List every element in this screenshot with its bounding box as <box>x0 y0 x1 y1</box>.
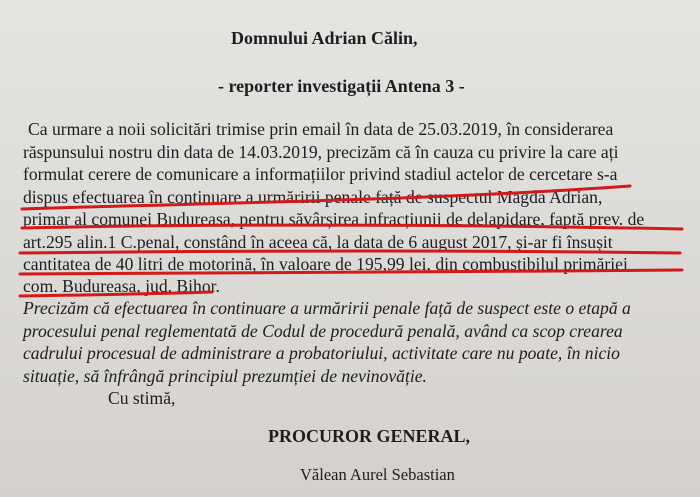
body-line: formulat cerere de comunicare a informațiilor privind stadiul actelor de cercetare s-a <box>23 164 618 184</box>
body-line: răspunsului nostru din data de 14.03.2019, precizăm că în cauza cu privire la care ați <box>23 142 619 162</box>
signatory-title: PROCUROR GENERAL, <box>268 426 471 446</box>
closing-salutation: Cu stimă, <box>108 388 176 408</box>
italic-line: situație, să înfrângă principiul prezumției de nevinovăție. <box>23 366 427 386</box>
body-line: Ca urmare a noii solicitări trimise prin email în data de 25.03.2019, în considerarea <box>28 119 614 139</box>
signatory-name: Vălean Aurel Sebastian <box>300 465 455 484</box>
italic-line: Precizăm că efectuarea în continuare a urmăririi penale față de suspect este o etapă a <box>23 298 631 318</box>
addressee-role: - reporter investigații Antena 3 - <box>218 76 465 96</box>
italic-line: procesului penal reglementată de Codul de procedură penală, având ca scop crearea <box>23 321 623 341</box>
body-line: cantitatea de 40 litri de motorină, în valoare de 195,99 lei, din combustibilul primăriei <box>23 254 628 274</box>
body-line: dispus efectuarea în continuare a urmăririi penale față de suspectul Magda Adrian, <box>23 187 603 207</box>
body-line: com. Budureasa, jud. Bihor. <box>23 276 220 296</box>
body-line: primar al comunei Budureasa, pentru săvârșirea infracțiunii de delapidare, faptă prev. de <box>23 209 645 229</box>
body-line: art.295 alin.1 C.penal, constând în aceea că, la data de 6 august 2017, și-ar fi însușit <box>23 232 613 252</box>
addressee: Domnului Adrian Călin, <box>231 28 418 48</box>
italic-line: cadrului procesual de administrare a probatoriului, activitate care nu poate, în nicio <box>23 343 620 363</box>
